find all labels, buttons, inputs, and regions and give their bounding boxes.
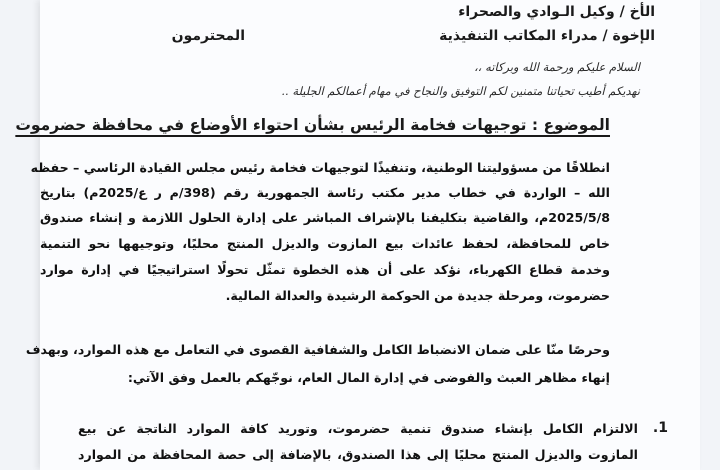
list-item-number: 1. — [652, 420, 668, 436]
paragraph-line: خاص للمحافظة، لحفظ عائدات بيع المازوت والديزل المنتج محليًا، وتوجيهها نحو التنمية — [40, 236, 610, 251]
paragraph-line: انطلاقًا من مسؤوليتنا الوطنية، وتنفيذًا لتوجيهات فخامة رئيس مجلس القيادة الرئاسي – حفظه — [30, 160, 610, 175]
subject-line: الموضوع : توجيهات فخامة الرئيس بشأن احتواء الأوضاع في محافظة حضرموت — [15, 116, 610, 134]
greeting-line-2: نهديكم أطيب تحياتنا متمنين لكم التوفيق والنجاح في مهام أعمالكم الجليلة .. — [281, 84, 640, 98]
paragraph-line: وحرصًا منّا على ضمان الانضباط الكامل والشفافية القصوى في التعامل مع هذه الموارد، وبهدف — [25, 342, 610, 357]
list-item-line: المازوت والديزل المنتج محليًا إلى هذا الصندوق، بالإضافة إلى حصة المحافظة من الموارد — [78, 447, 638, 462]
paragraph-line: حضرموت، ومرحلة جديدة من الحوكمة الرشيدة والعدالة المالية. — [225, 288, 610, 303]
list-item-line: الالتزام الكامل بإنشاء صندوق تنمية حضرموت، وتوريد كافة الموارد الناتجة عن بيع — [78, 421, 638, 436]
addressee-2: الإخوة / مدراء المكاتب التنفيذية — [439, 28, 655, 44]
letter-page — [15, 0, 700, 470]
paragraph-line: وخدمة قطاع الكهرباء، نؤكد على أن هذه الخطوة تمثّل تحولًا استراتيجيًا في إدارة موارد — [40, 262, 610, 277]
paragraph-line: الله – الواردة في خطاب مدير مكتب رئاسة الجمهورية رقم (398/م ر ع/2025م) بتاريخ — [40, 185, 610, 200]
honorific: المحترمون — [171, 28, 245, 44]
addressee-1: الأخ / وكيل الـوادي والصحراء — [458, 4, 655, 20]
paragraph-line: 2025/5/8م، والقاضية بتكليفنا بالإشراف المباشر على إدارة الحلول اللازمة و إنشاء صندوق — [40, 210, 610, 225]
greeting-line-1: السلام عليكم ورحمة الله وبركاته ،، — [474, 60, 640, 74]
paragraph-line: إنهاء مظاهر العبث والفوضى في إدارة المال العام، نوجّهكم بالعمل وفق الآتي: — [127, 370, 610, 385]
